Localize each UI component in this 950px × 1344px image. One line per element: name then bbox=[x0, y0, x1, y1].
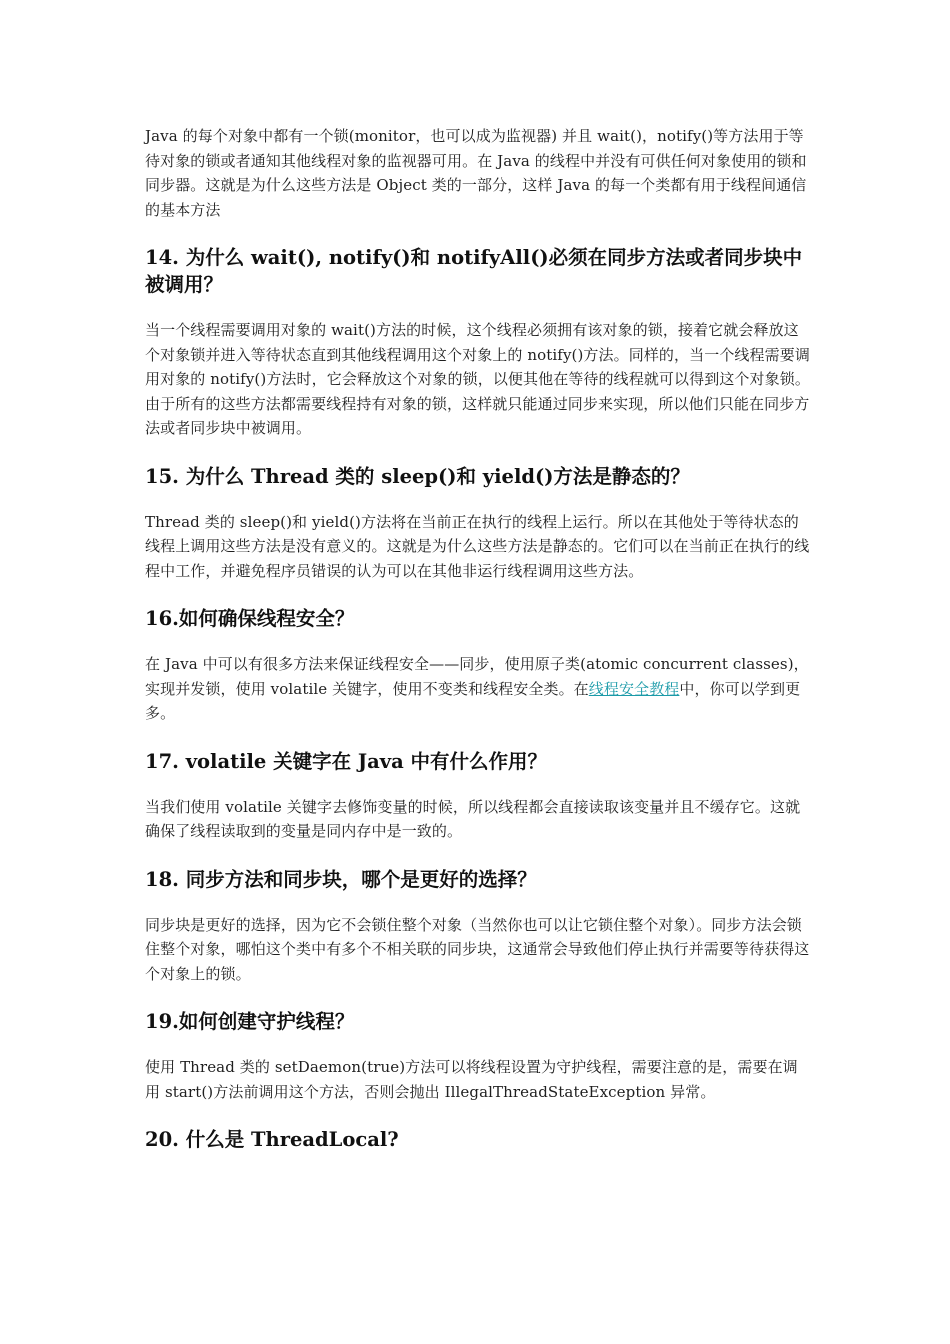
answer-q16 bbox=[145, 652, 810, 726]
answer-q16-text-after: 中，你可以学到更多。 bbox=[145, 679, 801, 722]
answer-q17: 当我们使用 volatile 关键字去修饰变量的时候，所以线程都会直接读取该变量并且不缓存它。这就确保了线程读取到的变量是同内存中是一致的。 bbox=[145, 797, 801, 840]
heading-q17: 17. volatile 关键字在 Java 中有什么作用？ bbox=[145, 749, 548, 773]
heading-q20: 20. 什么是 ThreadLocal? bbox=[145, 1128, 399, 1151]
answer-q14: 当一个线程需要调用对象的 wait()方法的时候，这个线程必须拥有该对象的锁，接着它就会释放这个对象锁并进入等待状态直到其他线程调用这个对象上的 notify()方法。同样的，当一个线程需要调用对象的 notify()方法时，它会释放这个对象的锁，以便其他在等待的线程就可以得到这个对象锁。由于所有的这些方法都需要线程持有对象的锁，这样就只能通过同步来实现，所以他们只能在同步方法或者同步块中被调用。 bbox=[145, 321, 810, 437]
answer-q16-text-before: 在 Java 中可以有很多方法来保证线程安全——同步，使用原子类(atomic concurrent classes)，实现并发锁，使用 volatile 关键字，使用不变类和线程安全类。在 bbox=[145, 655, 809, 698]
intro-paragraph: Java 的每个对象中都有一个锁(monitor，也可以成为监视器) 并且 wait()，notify()等方法用于等待对象的锁或者通知其他线程对象的监视器可用。在 Java 的线程中并没有可供任何对象使用的锁和同步器。这就是为什么这些方法是 Object 类的一部分，这样 Java 的每一个类都有用于线程间通信的基本方法 bbox=[145, 127, 807, 219]
document-page bbox=[145, 124, 810, 1153]
heading-q15: 15. 为什么 Thread 类的 sleep()和 yield()方法是静态的？ bbox=[145, 464, 690, 488]
answer-q18: 同步块是更好的选择，因为它不会锁住整个对象（当然你也可以让它锁住整个对象）。同步方法会锁住整个对象，哪怕这个类中有多个不相关联的同步块，这通常会导致他们停止执行并需要等待获得这个对象上的锁。 bbox=[145, 915, 810, 983]
answer-q15: Thread 类的 sleep()和 yield()方法将在当前正在执行的线程上运行。所以在其他处于等待状态的线程上调用这些方法是没有意义的。这就是为什么这些方法是静态的。它们可以在当前正在执行的线程中工作，并避免程序员错误的认为可以在其他非运行线程调用这些方法。 bbox=[145, 512, 810, 580]
heading-q16: 16.如何确保线程安全？ bbox=[145, 607, 355, 630]
heading-q19: 19.如何创建守护线程？ bbox=[145, 1010, 355, 1033]
answer-q19: 使用 Thread 类的 setDaemon(true)方法可以将线程设置为守护线程，需要注意的是，需要在调用 start()方法前调用这个方法，否则会抛出 IllegalThreadStateException 异常。 bbox=[145, 1058, 798, 1101]
thread-safety-tutorial-link[interactable]: 线程安全教程 bbox=[588, 679, 680, 698]
heading-q14: 14. 为什么 wait(), notify()和 notifyAll()必须在同步方法或者同步块中被调用？ bbox=[145, 246, 803, 296]
heading-q18: 18. 同步方法和同步块，哪个是更好的选择？ bbox=[145, 867, 537, 891]
